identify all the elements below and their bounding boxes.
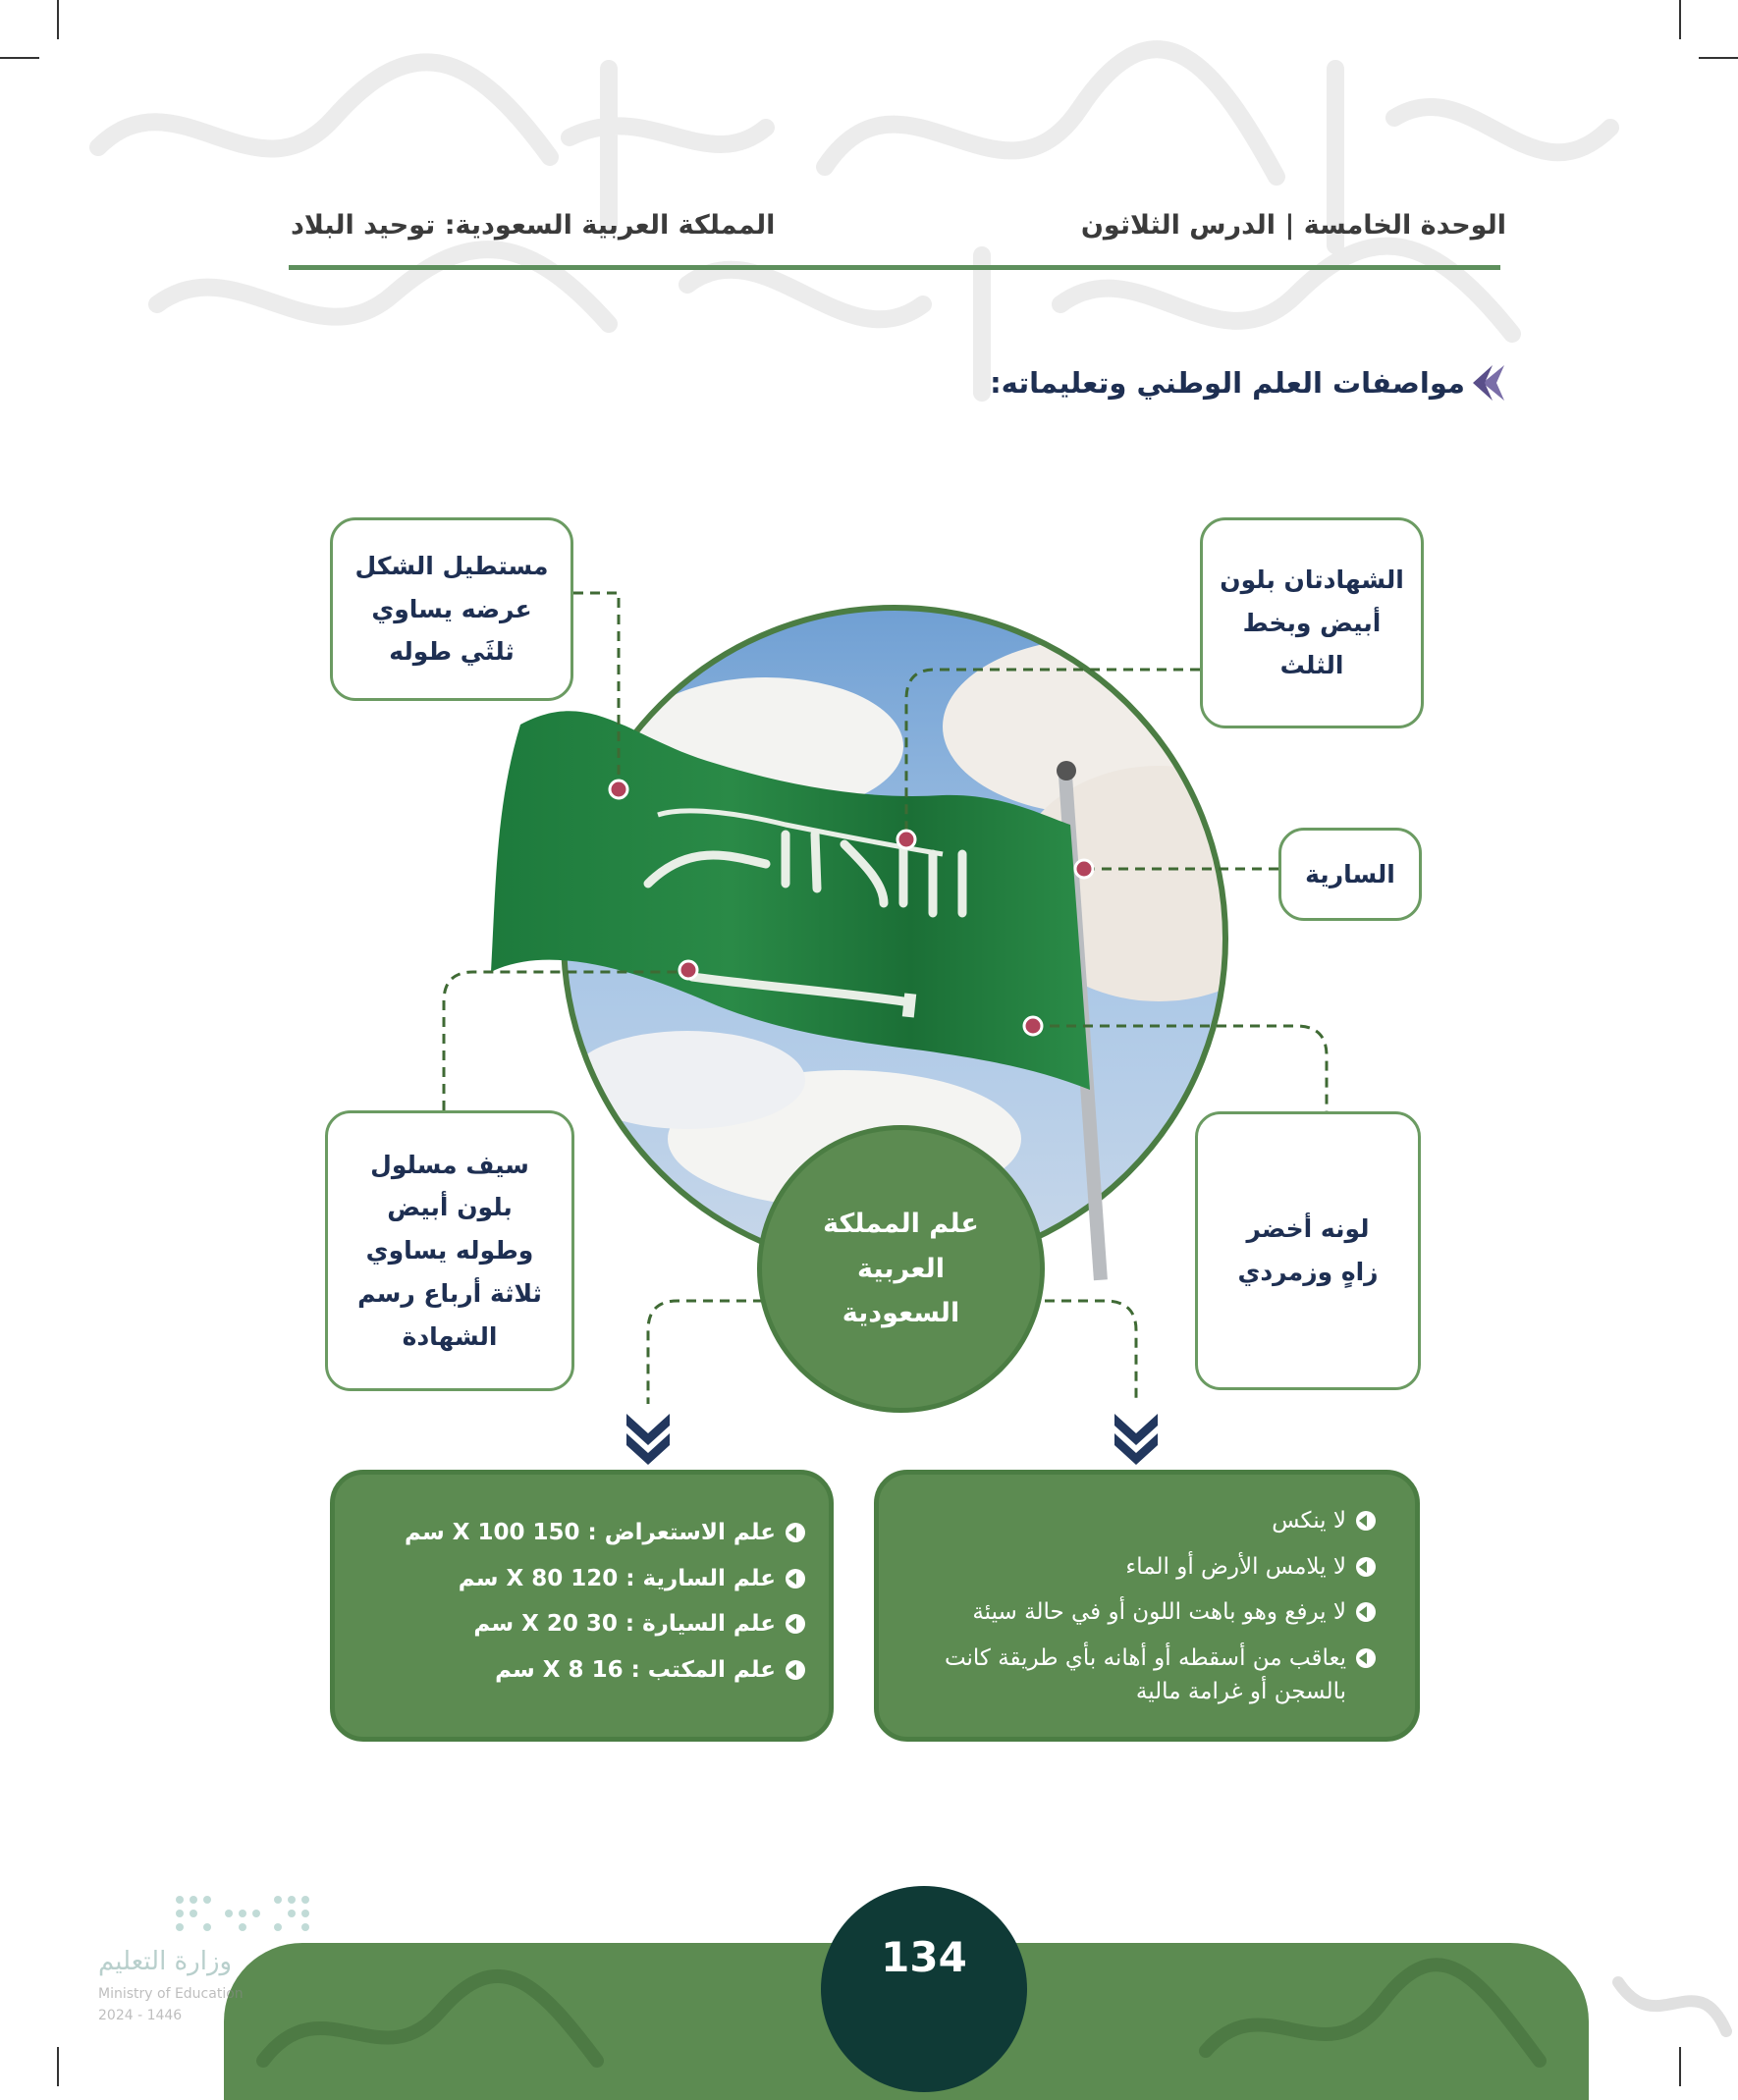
callout-pole-text: السارية bbox=[1305, 859, 1395, 888]
list-item bbox=[354, 1607, 805, 1642]
bullet-icon bbox=[786, 1569, 805, 1588]
flag-title-line: السعودية bbox=[842, 1298, 960, 1329]
pin-marker bbox=[897, 831, 915, 848]
list-item bbox=[354, 1653, 805, 1688]
flag-title-circle bbox=[757, 1125, 1045, 1413]
bullet-icon bbox=[786, 1614, 805, 1634]
pin-marker bbox=[1024, 1017, 1042, 1035]
list-item bbox=[354, 1562, 805, 1596]
ministry-name-en: Ministry of Education bbox=[98, 1986, 244, 2002]
callout-shape-line: مستطيل الشكل bbox=[354, 551, 549, 580]
list-item bbox=[908, 1595, 1376, 1630]
callout-sword-line: وطوله يساوي bbox=[365, 1236, 534, 1265]
flag-title-line: علم المملكة bbox=[823, 1208, 979, 1239]
bullet-icon bbox=[786, 1660, 805, 1680]
rule-text: يعاقب من أسقطه أو أهانه بأي طريقة كانت بالسجن أو غرامة مالية bbox=[944, 1644, 1346, 1704]
size-text: علم السارية : 120 X 80 سم bbox=[458, 1565, 776, 1591]
bullet-icon bbox=[1356, 1602, 1376, 1622]
list-item bbox=[908, 1550, 1376, 1585]
callout-sword-line: بلون أبيض bbox=[387, 1193, 513, 1222]
callout-shahada-line: الثلث bbox=[1279, 651, 1344, 680]
lesson-title-heading: المملكة العربية السعودية: توحيد البلاد bbox=[291, 210, 776, 241]
callout-sword bbox=[325, 1110, 574, 1391]
list-item bbox=[908, 1642, 1376, 1709]
flag-rules-box bbox=[874, 1470, 1420, 1742]
ministry-dots-icon bbox=[170, 1890, 327, 1939]
list-item bbox=[908, 1504, 1376, 1538]
callout-pole bbox=[1278, 828, 1422, 921]
page-number: 134 bbox=[821, 1886, 1027, 2092]
ministry-year: 2024 - 1446 bbox=[98, 2008, 183, 2023]
bullet-icon bbox=[1356, 1648, 1376, 1668]
ministry-logo bbox=[93, 1890, 329, 2047]
flag-title-line: العربية bbox=[857, 1253, 945, 1284]
size-text: علم الاستعراض : 150 X 100 سم bbox=[405, 1520, 776, 1545]
bullet-icon bbox=[1356, 1557, 1376, 1577]
ministry-name-ar: وزارة التعليم bbox=[98, 1947, 233, 1976]
chevron-down-icon bbox=[626, 1414, 670, 1465]
callout-shape bbox=[330, 517, 573, 701]
callout-shahada-line: أبيض وبخط bbox=[1242, 608, 1382, 637]
callout-shahada bbox=[1200, 517, 1424, 728]
crop-mark bbox=[57, 2047, 59, 2086]
size-text: علم السيارة : 30 X 20 سم bbox=[473, 1611, 776, 1637]
callout-shahada-line: الشهادتان بلون bbox=[1220, 565, 1404, 594]
pin-marker bbox=[610, 781, 627, 798]
chevron-down-icon bbox=[1114, 1414, 1158, 1465]
callout-sword-line: ثلاثة أرباع رسم bbox=[357, 1278, 542, 1308]
rule-text: لا يرفع وهو باهت اللون أو في حالة سيئة bbox=[972, 1599, 1346, 1625]
callout-sword-line: سيف مسلول bbox=[370, 1150, 529, 1179]
rule-text: لا ينكس bbox=[1272, 1508, 1346, 1534]
section-title-text: مواصفات العلم الوطني وتعليماته: bbox=[990, 366, 1465, 400]
callout-color bbox=[1195, 1111, 1421, 1390]
pin-marker bbox=[1075, 860, 1093, 878]
flag-sizes-box bbox=[330, 1470, 834, 1742]
list-item bbox=[354, 1516, 805, 1550]
pole-top bbox=[1057, 761, 1076, 781]
size-text: علم المكتب : 16 X 8 سم bbox=[495, 1656, 776, 1683]
unit-lesson-heading: الوحدة الخامسة | الدرس الثلاثون bbox=[1080, 210, 1506, 241]
rule-text: لا يلامس الأرض أو الماء bbox=[1125, 1553, 1346, 1580]
bullet-icon bbox=[1356, 1511, 1376, 1531]
callout-color-line: لونه أخضر bbox=[1246, 1214, 1370, 1244]
bullet-icon bbox=[786, 1523, 805, 1542]
callout-shape-line: عرضه يساوي bbox=[371, 594, 532, 623]
pin-marker bbox=[679, 961, 697, 979]
callout-sword-line: الشهادة bbox=[402, 1321, 498, 1351]
callout-shape-line: ثلثَي طوله bbox=[389, 637, 515, 667]
callout-color-line: زاهٍ وزمردي bbox=[1237, 1258, 1379, 1286]
